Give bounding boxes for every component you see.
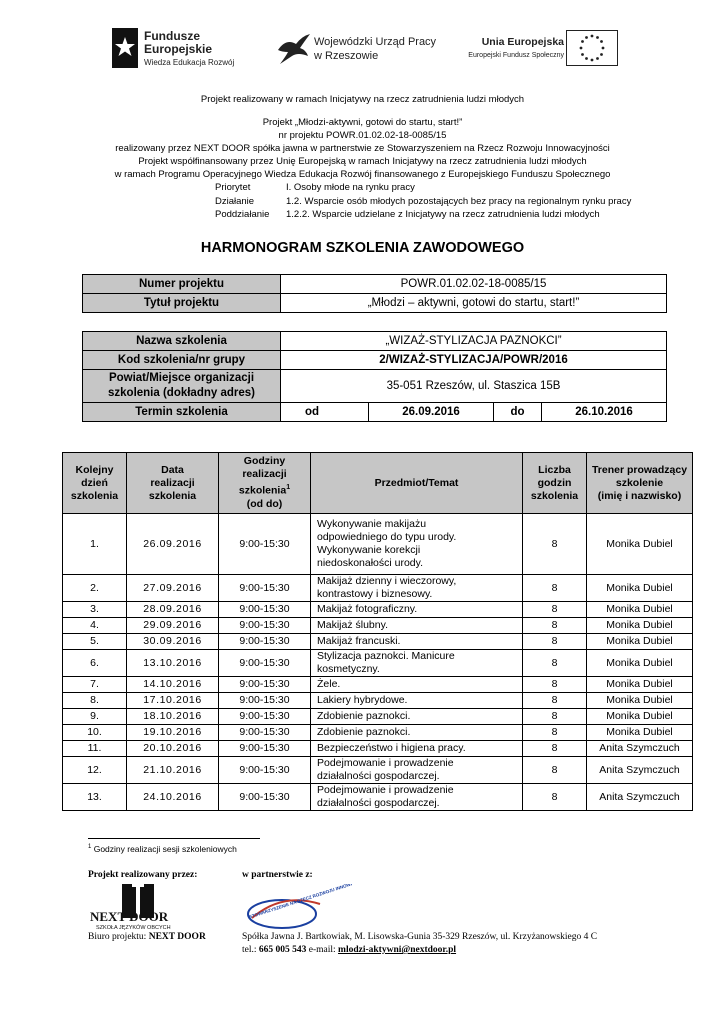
schedule-header-row — [63, 453, 693, 514]
training-from-value: 26.09.2016 — [369, 403, 494, 422]
footnote-ref: 1 — [286, 484, 291, 492]
hour-count-cell: 8 — [523, 618, 587, 634]
next-door-logo-subtext: SZKOŁA JĘZYKÓW OBCYCH — [96, 925, 171, 930]
training-name-row — [83, 332, 667, 351]
date-cell: 21.10.2016 — [127, 757, 219, 784]
wup-logo — [276, 28, 466, 72]
subject-cell — [311, 709, 523, 725]
priorytet-label: Priorytet — [215, 182, 251, 193]
col-header-day: Kolejny dzień szkolenia — [63, 453, 127, 514]
hours-cell: 9:00-15:30 — [219, 602, 311, 618]
subject-cell — [311, 575, 523, 602]
training-to-value: 26.10.2016 — [542, 403, 667, 422]
footer-tel-label: tel.: — [242, 945, 257, 955]
trainer-cell: Monika Dubiel — [587, 634, 693, 650]
day-number-cell: 13. — [63, 784, 127, 811]
training-code-row — [83, 351, 667, 370]
date-cell: 27.09.2016 — [127, 575, 219, 602]
stowarzyszenie-logo — [242, 884, 352, 932]
subject-line: działalności gospodarczej. — [317, 797, 440, 809]
table-row — [63, 650, 693, 677]
training-from-label: od — [281, 403, 369, 422]
subject-cell — [311, 618, 523, 634]
subject-line: działalności gospodarczej. — [317, 770, 440, 782]
trainer-cell: Monika Dubiel — [587, 725, 693, 741]
subject-line: niedoskonałości urody. — [317, 557, 424, 569]
hours-cell: 9:00-15:30 — [219, 514, 311, 575]
day-number-cell: 6. — [63, 650, 127, 677]
fe-logo-line2: Europejskie — [144, 42, 213, 56]
footnote — [88, 844, 237, 854]
hours-cell: 9:00-15:30 — [219, 677, 311, 693]
hours-cell: 9:00-15:30 — [219, 693, 311, 709]
footer-email-label: e-mail: — [308, 945, 336, 955]
project-number-value: POWR.01.02.02-18-0085/15 — [281, 275, 667, 294]
training-place-value: 35-051 Rzeszów, ul. Staszica 15B — [281, 370, 667, 403]
intro-line-4: realizowany przez NEXT DOOR spółka jawna w partnerstwie ze Stowarzyszeniem na Rzecz Rozwoju Innowacyjności — [115, 143, 610, 154]
subject-line: Bezpieczeństwo i higiena pracy. — [317, 742, 466, 754]
date-cell: 14.10.2016 — [127, 677, 219, 693]
table-row — [63, 514, 693, 575]
footer-office — [88, 932, 206, 942]
intro-line-2: Projekt „Młodzi-aktywni, gotowi do startu, start!” — [262, 117, 463, 128]
date-cell: 28.09.2016 — [127, 602, 219, 618]
footer-partnership: w partnerstwie z: — [242, 870, 313, 880]
footer-email-link[interactable]: mlodzi-aktywni@nextdoor.pl — [338, 945, 457, 955]
table-row — [63, 618, 693, 634]
table-row — [63, 693, 693, 709]
trainer-cell: Monika Dubiel — [587, 618, 693, 634]
subject-line: odpowiedniego do typu urody. — [317, 531, 457, 543]
subject-line: Makijaż ślubny. — [317, 619, 388, 631]
footnote-divider — [88, 838, 260, 839]
training-name-label: Nazwa szkolenia — [83, 332, 281, 351]
trainer-cell: Monika Dubiel — [587, 677, 693, 693]
footer-realized-by: Projekt realizowany przez: — [88, 870, 198, 880]
subject-line: Stylizacja paznokci. Manicure — [317, 650, 455, 662]
stowarzyszenie-logo-text: STOWARZYSZENIE NA RZECZ ROZWOJU — [248, 886, 336, 920]
hour-count-cell: 8 — [523, 741, 587, 757]
document-title: HARMONOGRAM SZKOLENIA ZAWODOWEGO — [200, 240, 525, 256]
table-row — [63, 575, 693, 602]
date-cell: 29.09.2016 — [127, 618, 219, 634]
eu-logo-line2: Europejski Fundusz Społeczny — [468, 52, 564, 59]
table-row — [63, 757, 693, 784]
subject-line: Makijaż dzienny i wieczorowy, — [317, 575, 457, 587]
eu-flag-icon — [566, 30, 618, 66]
subject-line: Wykonywanie makijażu — [317, 518, 427, 530]
subject-cell — [311, 741, 523, 757]
date-cell: 18.10.2016 — [127, 709, 219, 725]
subject-line: kosmetyczny. — [317, 663, 380, 675]
day-number-cell: 4. — [63, 618, 127, 634]
subject-line: kontrastowy i biznesowy. — [317, 588, 433, 600]
subject-cell — [311, 514, 523, 575]
intro-line-5: Projekt współfinansowany przez Unię Europejską w ramach Inicjatywy na rzecz zatrudnienia ludzi młodych — [138, 156, 587, 167]
intro-line-6: w ramach Programu Operacyjnego Wiedza Edukacja Rozwój finansowanego z Europejskiego Funduszu Społecznego — [114, 169, 611, 180]
date-cell: 24.10.2016 — [127, 784, 219, 811]
schedule-body — [63, 514, 693, 811]
dzialanie-label: Działanie — [215, 196, 255, 207]
training-code-label: Kod szkolenia/nr grupy — [83, 351, 281, 370]
subject-line: Makijaż fotograficzny. — [317, 603, 418, 615]
hours-cell: 9:00-15:30 — [219, 784, 311, 811]
table-row — [63, 784, 693, 811]
intro-line-1: Projekt realizowany w ramach Inicjatywy na rzecz zatrudnienia ludzi młodych — [200, 94, 525, 105]
subject-cell — [311, 677, 523, 693]
hour-count-cell: 8 — [523, 602, 587, 618]
dzialanie-value: 1.2. Wsparcie osób młodych pozostających bez pracy na regionalnym rynku pracy — [286, 196, 632, 207]
footer-tel-value: 665 005 543 — [258, 945, 307, 955]
wup-bird-icon — [276, 30, 312, 66]
hour-count-cell: 8 — [523, 725, 587, 741]
trainer-cell: Anita Szymczuch — [587, 741, 693, 757]
wup-logo-line1: Wojewódzki Urząd Pracy — [314, 36, 437, 48]
next-door-logo-text: NEXT DOOR — [90, 909, 169, 924]
subject-cell — [311, 634, 523, 650]
day-number-cell: 1. — [63, 514, 127, 575]
date-cell: 30.09.2016 — [127, 634, 219, 650]
hours-cell: 9:00-15:30 — [219, 650, 311, 677]
table-row — [63, 677, 693, 693]
trainer-cell: Anita Szymczuch — [587, 784, 693, 811]
fe-logo-line1: Fundusze — [144, 29, 200, 43]
subject-line: Makijaż francuski. — [317, 635, 401, 647]
trainer-cell: Monika Dubiel — [587, 693, 693, 709]
day-number-cell: 9. — [63, 709, 127, 725]
day-number-cell: 10. — [63, 725, 127, 741]
table-row — [63, 709, 693, 725]
col-header-hours: Godziny realizacji szkolenia$^1$ (od do) — [219, 453, 311, 514]
table-row — [63, 725, 693, 741]
hour-count-cell: 8 — [523, 709, 587, 725]
col-header-date: Data realizacji szkolenia — [127, 453, 219, 514]
trainer-cell: Monika Dubiel — [587, 650, 693, 677]
project-title-row — [83, 294, 667, 313]
trainer-cell: Anita Szymczuch — [587, 757, 693, 784]
col-header-count: Liczba godzin szkolenia — [523, 453, 587, 514]
project-info-table — [82, 274, 667, 313]
training-place-label-line2: szkolenia (dokładny adres) — [108, 387, 255, 399]
eu-logo-line1: Unia Europejska — [481, 36, 564, 48]
intro-line-3: nr projektu POWR.01.02.02-18-0085/15 — [278, 130, 447, 141]
footer-office-label: Biuro projektu: — [88, 932, 147, 942]
fundusze-europejskie-logo — [112, 28, 237, 72]
footer-office-name: NEXT DOOR — [148, 932, 206, 942]
trainer-cell: Monika Dubiel — [587, 709, 693, 725]
fe-logo-line3: Wiedza Edukacja Rozwój — [144, 58, 235, 67]
subject-cell — [311, 602, 523, 618]
hour-count-cell: 8 — [523, 634, 587, 650]
date-cell: 13.10.2016 — [127, 650, 219, 677]
day-number-cell: 11. — [63, 741, 127, 757]
hour-count-cell: 8 — [523, 650, 587, 677]
wup-logo-line2: w Rzeszowie — [314, 50, 379, 62]
footer-address: Spółka Jawna J. Bartkowiak, M. Lisowska-Gunia 35-329 Rzeszów, ul. Krzyżanowskiego 4 C — [242, 932, 598, 942]
subject-line: Wykonywanie korekcji — [317, 544, 421, 556]
poddzialanie-label: Poddziałanie — [215, 209, 270, 220]
next-door-logo — [88, 882, 198, 930]
col-header-subject: Przedmiot/Temat — [311, 453, 523, 514]
fe-star-icon — [112, 28, 138, 68]
date-cell: 17.10.2016 — [127, 693, 219, 709]
subject-cell — [311, 757, 523, 784]
subject-line: Podejmowanie i prowadzenie — [317, 757, 454, 769]
subject-line: Żele. — [317, 678, 341, 690]
subject-cell — [311, 693, 523, 709]
hour-count-cell: 8 — [523, 693, 587, 709]
day-number-cell: 2. — [63, 575, 127, 602]
hour-count-cell: 8 — [523, 757, 587, 784]
subject-cell — [311, 784, 523, 811]
hour-count-cell: 8 — [523, 575, 587, 602]
training-code-value: 2/WIZAŻ-STYLIZACJA/POWR/2016 — [281, 351, 667, 370]
project-number-row — [83, 275, 667, 294]
project-number-label: Numer projektu — [83, 275, 281, 294]
training-name-value: „WIZAŻ-STYLIZACJA PAZNOKCI” — [281, 332, 667, 351]
footnote-text: Godziny realizacji sesji szkoleniowych — [91, 844, 237, 854]
day-number-cell: 12. — [63, 757, 127, 784]
hour-count-cell: 8 — [523, 784, 587, 811]
hours-cell: 9:00-15:30 — [219, 575, 311, 602]
header-logos — [0, 24, 725, 74]
hours-cell: 9:00-15:30 — [219, 618, 311, 634]
trainer-cell: Monika Dubiel — [587, 575, 693, 602]
hours-cell: 9:00-15:30 — [219, 634, 311, 650]
training-to-label: do — [494, 403, 542, 422]
project-title-label: Tytuł projektu — [83, 294, 281, 313]
footer-contact — [242, 945, 456, 955]
eu-logo — [468, 30, 618, 70]
hours-cell: 9:00-15:30 — [219, 741, 311, 757]
hour-count-cell: 8 — [523, 677, 587, 693]
training-place-label — [83, 370, 281, 403]
subject-line: Zdobienie paznokci. — [317, 710, 411, 722]
hours-cell: 9:00-15:30 — [219, 757, 311, 784]
training-term-label: Termin szkolenia — [83, 403, 281, 422]
table-row — [63, 741, 693, 757]
day-number-cell: 7. — [63, 677, 127, 693]
priorytet-value: I. Osoby młode na rynku pracy — [286, 182, 415, 193]
subject-cell — [311, 725, 523, 741]
table-row — [63, 602, 693, 618]
training-term-row — [83, 403, 667, 422]
hour-count-cell: 8 — [523, 514, 587, 575]
subject-line: Lakiery hybrydowe. — [317, 694, 408, 706]
footnote-mark: 1 — [88, 844, 92, 851]
day-number-cell: 3. — [63, 602, 127, 618]
day-number-cell: 8. — [63, 693, 127, 709]
date-cell: 26.09.2016 — [127, 514, 219, 575]
poddzialanie-value: 1.2.2. Wsparcie udzielane z Inicjatywy na rzecz zatrudnienia ludzi młodych — [286, 209, 600, 220]
date-cell: 20.10.2016 — [127, 741, 219, 757]
subject-line: Podejmowanie i prowadzenie — [317, 784, 454, 796]
training-place-row — [83, 370, 667, 403]
day-number-cell: 5. — [63, 634, 127, 650]
trainer-cell: Monika Dubiel — [587, 602, 693, 618]
training-info-table — [82, 331, 667, 422]
hours-cell: 9:00-15:30 — [219, 709, 311, 725]
trainer-cell: Monika Dubiel — [587, 514, 693, 575]
subject-line: Zdobienie paznokci. — [317, 726, 411, 738]
subject-cell — [311, 650, 523, 677]
col-header-trainer: Trener prowadzący szkolenie (imię i nazwisko) — [587, 453, 693, 514]
date-cell: 19.10.2016 — [127, 725, 219, 741]
table-row — [63, 634, 693, 650]
hours-cell: 9:00-15:30 — [219, 725, 311, 741]
training-place-label-line1: Powiat/Miejsce organizacji — [108, 372, 255, 384]
schedule-table — [62, 452, 693, 811]
project-title-value: „Młodzi – aktywni, gotowi do startu, start!” — [281, 294, 667, 313]
